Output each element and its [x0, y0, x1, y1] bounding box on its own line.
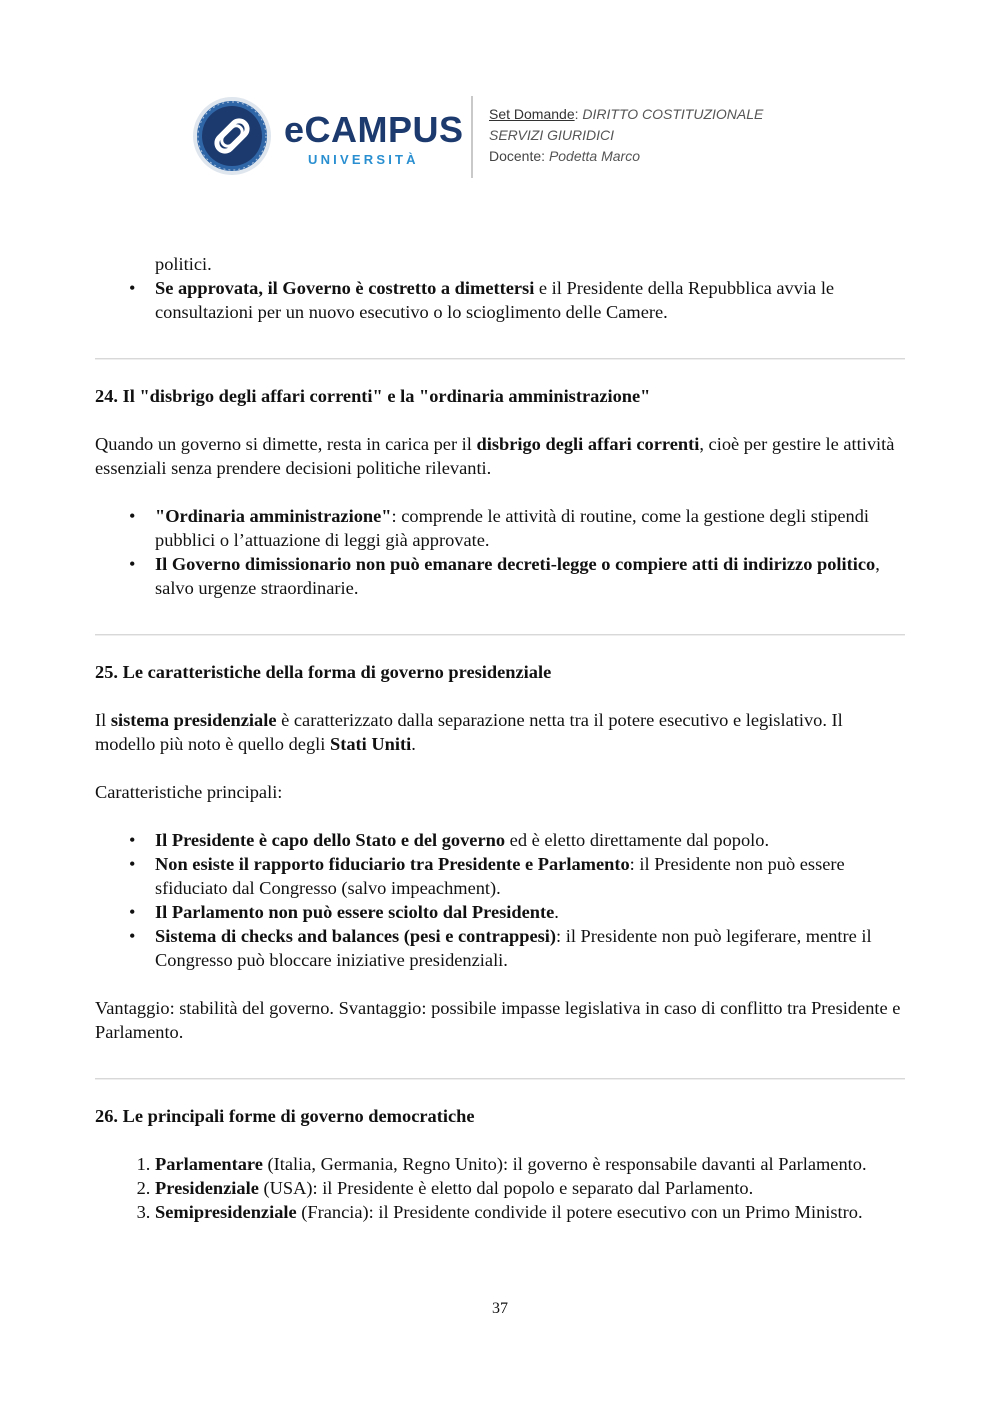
teacher-label: Docente — [489, 148, 542, 164]
list-item: • Sistema di checks and balances (pesi e contrappesi): il Presidente non può legiferare, mentre il Congresso può bloccare iniziative presidenziali. — [155, 924, 905, 972]
ecampus-seal-logo — [192, 96, 272, 176]
list-item: 1. Parlamentare (Italia, Germania, Regno Unito): il governo è responsabile davanti al Parlamento. — [155, 1152, 905, 1176]
list-item: • Il Parlamento non può essere sciolto dal Presidente. — [155, 900, 905, 924]
page-header — [192, 94, 812, 180]
list-item: 3. Semipresidenziale (Francia): il Presidente condivide il potere esecutivo con un Primo Ministro. — [155, 1200, 905, 1224]
paragraph: Il sistema presidenziale è caratterizzato dalla separazione netta tra il potere esecutivo e legislativo. Il modello più noto è quello degli Stati Uniti. — [95, 710, 843, 754]
list-item: 2. Presidenziale (USA): il Presidente è eletto dal popolo e separato dal Parlamento. — [155, 1176, 905, 1200]
page-content — [95, 252, 905, 1224]
header-divider — [471, 96, 473, 178]
list-item: • Il Governo dimissionario non può emanare decreti-legge o compiere atti di indirizzo politico, salvo urgenze straordinarie. — [155, 552, 905, 600]
paragraph: Vantaggio: stabilità del governo. Svantaggio: possibile impasse legislativa in caso di conflitto tra Presidente e Parlamento. — [95, 998, 901, 1042]
paragraph: Caratteristiche principali: — [95, 782, 283, 802]
course-line: SERVIZI GIURIDICI — [489, 127, 614, 143]
set-value: DIRITTO COSTITUZIONALE — [582, 106, 764, 122]
section-title-24: 24. Il "disbrigo degli affari correnti" e la "ordinaria amministrazione" — [95, 386, 651, 406]
section-title-25: 25. Le caratteristiche della forma di governo presidenziale — [95, 662, 552, 682]
section-title-26: 26. Le principali forme di governo democratiche — [95, 1106, 475, 1126]
list-item: • "Ordinaria amministrazione": comprende le attività di routine, come la gestione degli stipendi pubblici o l’attuazione di leggi già approvate. — [155, 504, 905, 552]
list-item: • Il Presidente è capo dello Stato e del governo ed è eletto direttamente dal popolo. — [155, 828, 905, 852]
set-label: Set Domande — [489, 106, 575, 122]
ecampus-wordmark: eCAMPUS — [284, 109, 464, 150]
course-info: Set Domande: DIRITTO COSTITUZIONALE SERVIZI GIURIDICI Docente: Podetta Marco — [489, 106, 764, 164]
teacher-value: Podetta Marco — [548, 148, 640, 164]
page-number: 37 — [492, 1300, 508, 1317]
numbered-list — [95, 1152, 905, 1224]
list-item: • Non esiste il rapporto fiduciario tra Presidente e Parlamento: il Presidente non può essere sfiduciato dal Congresso (salvo impeachment). — [155, 852, 905, 900]
list-item: • Se approvata, il Governo è costretto a dimettersi e il Presidente della Repubblica avvia le consultazioni per un nuovo esecutivo o lo scioglimento delle Camere. — [155, 276, 905, 324]
bullet-list — [95, 504, 905, 600]
university-label: UNIVERSITÀ — [308, 152, 419, 167]
list-continuation: politici. — [155, 254, 212, 274]
bullet-list — [95, 828, 905, 972]
continued-list — [95, 252, 905, 324]
paragraph: Quando un governo si dimette, resta in carica per il disbrigo degli affari correnti, cioè per gestire le attività essenziali senza prendere decisioni politiche rilevanti. — [95, 434, 895, 478]
